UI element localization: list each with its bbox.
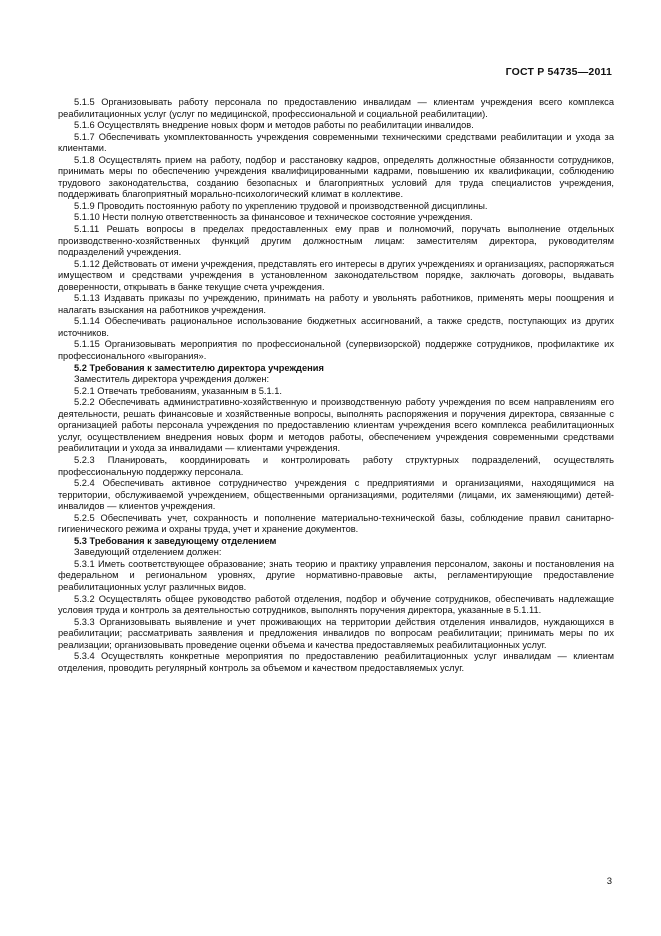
paragraph-5-2-1: 5.2.1 Отвечать требованиям, указанным в 5.1.1. [74,385,282,396]
paragraph-5-3-intro: Заведующий отделением должен: [74,547,222,558]
paragraph-5-2-4: 5.2.4 Обеспечивать активное сотрудничество учреждения с предприятиями и организациями, находящимися на территории, обслуживаемой учреждением, общественными организациями, родителями (лицами, их заменяющими) детей-инвалидов — клиентов учреждения. [58,478,614,512]
paragraph-5-1-11: 5.1.11 Решать вопросы в пределах предоставленных ему прав и полномочий, поручать выполнение отдельных производственно-хозяйственных функций другим должностным лицам: заместителям директора, руководителям подразделений учреждения. [58,224,614,258]
paragraph-5-1-5: 5.1.5 Организовывать работу персонала по предоставлению инвалидам — клиентам учреждения всего комплекса реабилитационных услуг (услуг по медицинской, профессиональной и социальной реабилитации). [58,97,614,119]
document-body [58,97,614,674]
page-number: 3 [606,876,612,887]
paragraph-5-3-4: 5.3.4 Осуществлять конкретные мероприятия по предоставлению реабилитационных услуг инвалидам — клиентам отделения, проводить регулярный контроль за объемом и качеством предоставляемых услуг. [58,651,614,673]
paragraph-5-1-8: 5.1.8 Осуществлять прием на работу, подбор и расстановку кадров, определять должностные обязанности сотрудников, принимать меры по обеспечению учреждения квалифицированными кадрами, повышению их квалификации, соблюдению трудового законодательства, созданию безопасных и благоприятных условий для труда специалистов учреждения, поддерживать благоприятный морально-психологический климат в коллективе. [58,154,614,200]
paragraph-5-2-2: 5.2.2 Обеспечивать административно-хозяйственную и производственную работу учреждения по всем направлениям его деятельности, решать финансовые и хозяйственные вопросы, выполнять распоряжения и поручения директора, связанные с организацией работы персонала учреждения по предоставлению клиентам учреждения всего комплекса реабилитационных услуг, осуществлением внедрения новых форм и методов работы, обеспечением учреждения современными средствами реабилитации и ухода за инвалидами — клиентами учреждения. [58,397,614,454]
paragraph-5-2-5: 5.2.5 Обеспечивать учет, сохранность и пополнение материально-технической базы, соблюдение правил санитарно-гигиенического режима и охраны труда, учет и хранение документов. [58,512,614,535]
paragraph-5-2-3: 5.2.3 Планировать, координировать и контролировать работу структурных подразделений, осуществлять профессиональную поддержку персонала. [58,454,614,477]
paragraph-5-3-2: 5.3.2 Осуществлять общее руководство работой отделения, подбор и обучение сотрудников, обеспечивать надлежащие условия труда и контроль за деятельностью сотрудников, выполнять поручения директора, указанные в 5.1.11. [58,593,614,616]
paragraph-5-1-15: 5.1.15 Организовывать мероприятия по профессиональной (супервизорской) поддержке сотрудников, профилактике их профессионального «выгорания». [58,339,614,362]
paragraph-5-3-3: 5.3.3 Организовывать выявление и учет проживающих на территории действия отделения инвалидов, нуждающихся в реабилитации; рассматривать заявления и предложения инвалидов по вопросам реабилитации; принимать меры по их реализации; организовывать проведение оценки объема и качества предоставляемых реабилитационных услуг. [58,616,614,650]
paragraph-5-1-6: 5.1.6 Осуществлять внедрение новых форм и методов работы по реабилитации инвалидов. [74,120,474,131]
section-heading-5-2: 5.2 Требования к заместителю директора учреждения [74,362,324,373]
paragraph-5-1-13: 5.1.13 Издавать приказы по учреждению, принимать на работу и увольнять работников, применять меры поощрения и налагать взыскания на работников учреждения. [58,293,614,315]
paragraph-5-1-10: 5.1.10 Нести полную ответственность за финансовое и техническое состояние учреждения. [74,212,473,223]
paragraph-5-2-intro: Заместитель директора учреждения должен: [74,374,270,385]
paragraph-5-1-14: 5.1.14 Обеспечивать рациональное использование бюджетных ассигнований, а также средств, поступающих из других источников. [58,316,614,338]
paragraph-5-1-12: 5.1.12 Действовать от имени учреждения, представлять его интересы в других учреждениях и организациях, распоряжаться имуществом и средствами учреждения в установленном законодательством порядке, заключать договоры, выдавать доверенности, открывать в банке текущие счета учреждения. [58,258,614,292]
paragraph-5-1-9: 5.1.9 Проводить постоянную работу по укреплению трудовой и производственной дисциплины. [74,200,488,211]
section-heading-5-3: 5.3 Требования к заведующему отделением [74,535,277,546]
paragraph-5-1-7: 5.1.7 Обеспечивать укомплектованность учреждения современными техническими средствами реабилитации и ухода за клиентами. [58,131,614,154]
paragraph-5-3-1: 5.3.1 Иметь соответствующее образование; знать теорию и практику управления персоналом, законы и постановления на федеральном и региональном уровнях, другие нормативно-правовые акты, регламентирующие предоставление реабилитационных услуг различных видов. [58,558,614,592]
document-header: ГОСТ Р 54735—2011 [505,66,612,78]
